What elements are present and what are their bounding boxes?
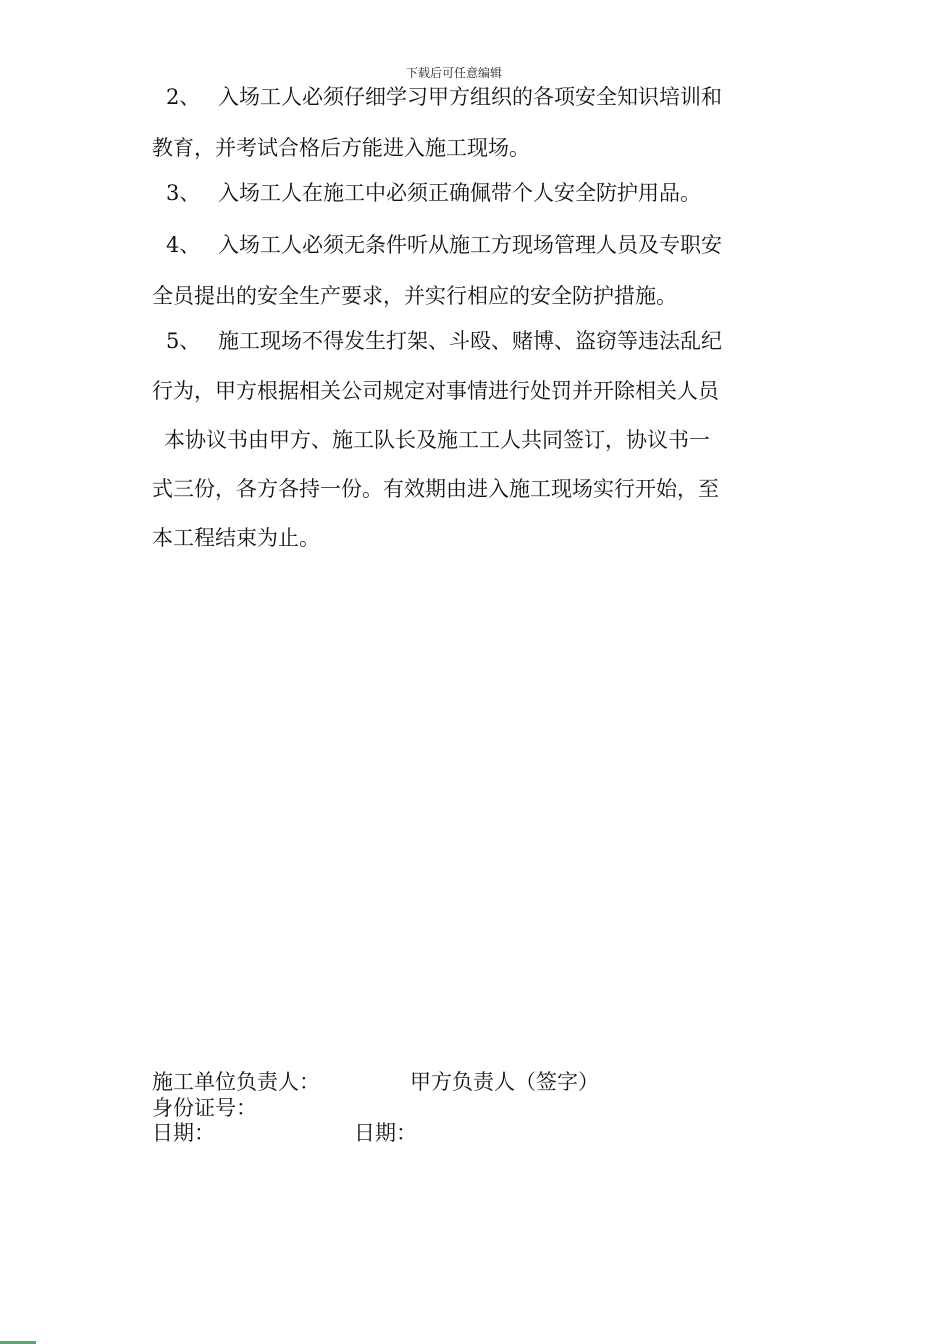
- list-item-5: [152, 326, 762, 356]
- item-text: 施工现场不得发生打架、斗殴、赌博、盗窃等违法乱纪: [218, 329, 722, 353]
- list-item-4-continuation: 全员提出的安全生产要求，并实行相应的安全防护措施。: [152, 284, 677, 308]
- item-number: 2、: [166, 85, 201, 109]
- list-item-2: [152, 82, 762, 112]
- header-note: 下载后可任意编辑: [405, 66, 502, 80]
- list-item-4: [152, 230, 762, 260]
- id-number-label: 身份证号：: [152, 1096, 257, 1120]
- item-number: 4、: [166, 233, 201, 257]
- contractor-signature-label: 施工单位负责人：: [152, 1070, 320, 1094]
- item-text: 入场工人必须无条件听从施工方现场管理人员及专职安: [218, 233, 722, 257]
- list-item-3: [152, 178, 762, 208]
- item-number: 3、: [166, 181, 201, 205]
- item-text: 入场工人必须仔细学习甲方组织的各项安全知识培训和: [218, 85, 722, 109]
- closing-line-3: 本工程结束为止。: [152, 526, 320, 550]
- date-label-right: 日期：: [354, 1121, 417, 1145]
- closing-line-1: 本协议书由甲方、施工队长及施工工人共同签订，协议书一: [164, 428, 710, 452]
- closing-line-2: 式三份，各方各持一份。有效期由进入施工现场实行开始，至: [152, 477, 719, 501]
- list-item-5-continuation: 行为，甲方根据相关公司规定对事情进行处罚并开除相关人员: [152, 379, 719, 403]
- item-text: 入场工人在施工中必须正确佩带个人安全防护用品。: [218, 181, 701, 205]
- date-label-left: 日期：: [152, 1121, 215, 1145]
- party-a-signature-label: 甲方负责人（签字）: [410, 1070, 599, 1094]
- list-item-2-continuation: 教育，并考试合格后方能进入施工现场。: [152, 136, 530, 160]
- item-number: 5、: [166, 329, 201, 353]
